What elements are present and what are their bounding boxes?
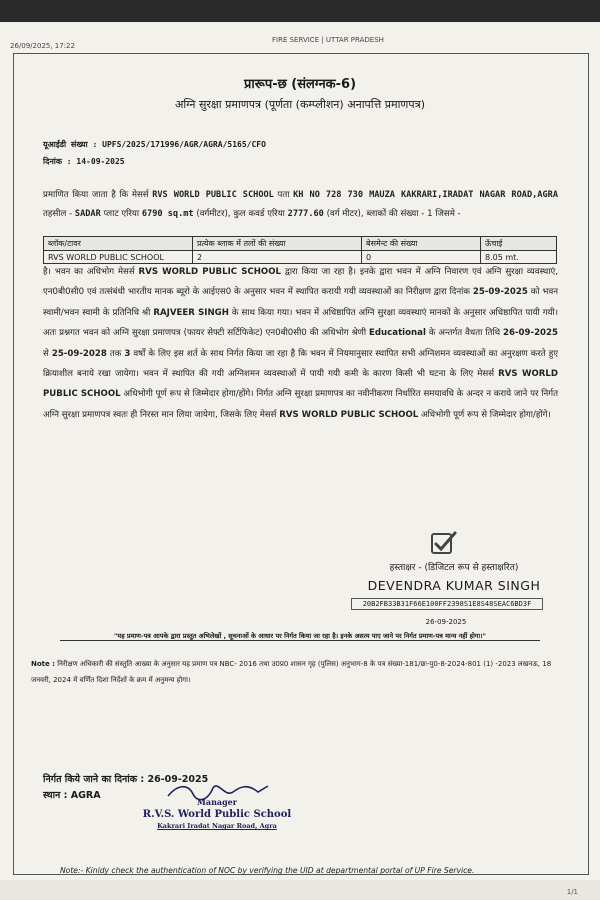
school-address: KH NO 728 730 MAUZA KAKRARI,IRADAT NAGAR ROAD,AGRA [293, 190, 558, 200]
valid-to: 25-09-2028 [51, 348, 107, 359]
validity-years: 3 [124, 348, 131, 359]
table-header-cell: प्रत्येक ब्लाक में तलों की संख्या [193, 237, 362, 251]
stamp-address: Kakrari Iradat Nagar Road, Agra [157, 822, 277, 830]
stamp-school: R.V.S. World Public School [142, 809, 292, 820]
school-name: RVS WORLD PUBLIC SCHOOL [152, 190, 274, 200]
signature-hash: 20B2FB33B31F66E100FF2398S1E8S48SEAC6BD3F [351, 598, 543, 610]
tehsil: SADAR [74, 209, 101, 219]
certification-paragraph: प्रमाणित किया जाता है कि मेसर्स RVS WORLD PUBLIC SCHOOL पता KH NO 728 730 MAUZA KAKRARI,IRADAT NAGAR ROAD,AGRA तहसील - SADAR प्लाट एरिया 6790 sq.mt (वर्गमीटर), कुल कवर्ड एरिया 2777.60 (वर्ग मीटर), ब्लाकों की संख्या - 1 जिसमे - [43, 190, 558, 219]
school-stamp [142, 797, 292, 830]
table-cell: 8.05 mt. [481, 251, 557, 264]
table-header-cell: ब्लॉक/टावर [44, 237, 193, 251]
owner-name: RAJVEER SINGH [153, 307, 229, 318]
print-timestamp: 26/09/2025, 17:22 [10, 42, 75, 50]
note-label: Note : [31, 660, 55, 668]
note [31, 656, 561, 688]
occupancy-category: Educational [369, 328, 426, 339]
page-bottom-strip [0, 880, 600, 900]
page-number: 1/1 [566, 888, 578, 896]
digital-signature-check-icon [429, 531, 457, 557]
plot-area: 6790 sq.mt [141, 209, 194, 219]
document-border [13, 53, 589, 875]
verification-footnote: Note:- Kinldy check the authentication of NOC by verifying the UID at departmental portal of UP Fire Service. [60, 866, 475, 875]
signature-label: हस्ताक्षर - (डिजिटल रूप से हस्ताक्षरित) [389, 563, 519, 573]
block-table [43, 236, 557, 264]
table-cell: RVS WORLD PUBLIC SCHOOL [44, 251, 193, 264]
table-cell: 2 [193, 251, 362, 264]
covered-area: 2777.60 [287, 209, 324, 219]
note-text: निरीक्षण अधिकारी की संस्तुति आख्या के अनुसार यह प्रमाण पत्र NBC- 2016 तथा उ0प्र0 शासन गृह (पुलिस) अनुभाग-8 के पत्र संख्या-181/छः-पु0-8-2024-801 (1) -2023 लखनऊ, 18 जनवरी, 2024 में वर्णित दिशा निर्देशों के क्रम में अनुमन्य होगा। [31, 660, 552, 684]
inspection-date: 25-09-2025 [472, 287, 528, 298]
form-title: प्रारूप-छ (संलग्नक-6) [243, 77, 357, 92]
occupancy-paragraph: है। भवन का अधिभोग मेसर्स RVS WORLD PUBLIC SCHOOL द्वारा किया जा रहा है। इनके द्वारा भवन में अग्नि निवारण एवं अग्नि सुरक्षा व्यवस्थाएं, एन0बी0सी0 एवं तत्संबंधी भारतीय मानक ब्यूरो के आईएस0 के अनुसार भवन में स्थापित करायी गयी व्यवस्थाओं का निरीक्षण द्वारा दिनांक 25-09-2025 को भवन स्वामी/भवन स्वामी के प्रतिनिधि श्री RAJVEER SINGH के साथ किया गया। भवन में अधिष्ठापित अग्नि सुरक्षा व्यवस्थाएं मानकों के अनुसार अधिष्ठापित पायी गयी। अतः प्रश्नगत भवन को अग्नि सुरक्षा प्रमाणपत्र (फायर सेफ्टी सर्टिफिकेट) एन0बी0सी0 की अधिभोग श्रेणी Educational के अन्तर्गत वैधता तिथि 26-09-2025 से 25-09-2028 तक 3 वर्षों के लिए इस शर्त के साथ निर्गत किया जा रहा है कि भवन में नियमानुसार स्थापित सभी अग्निशमन व्यवस्थाओं का अनुरक्षण करते हुए क्रियाशील बनाये रखा जायेगा। भवन में स्थापित की गयी अग्निशमन व्यवस्थाओं में पायी गयी कमी के कारण किसी भी घटना के लिए मेसर्स RVS WORLD PUBLIC SCHOOL अधिभोगी पूर्ण रूप से जिम्मेदार होगा/होंगे। निर्गत अग्नि सुरक्षा प्रमाणपत्र का नवीनीकरण निर्धारित समयावधि के अन्दर न कराये जाने पर निर्गत अग्नि सुरक्षा प्रमाणपत्र स्वतः ही निरस्त मान लिया जायेगा, जिसके लिए मेसर्स RVS WORLD PUBLIC SCHOOL अधिभोगी पूर्ण रूप से जिम्मेदार होगा/होंगे। [43, 267, 559, 420]
print-organization: FIRE SERVICE | UTTAR PRADESH [272, 36, 384, 44]
table-header-cell: ऊँचाई [481, 237, 557, 251]
signatory-name: DEVENDRA KUMAR SINGH [367, 578, 541, 593]
issue-date: निर्गत किये जाने का दिनांक : 26-09-2025 [43, 774, 209, 785]
disclaimer: "यह प्रमाण-पत्र आपके द्वारा प्रस्तुत अभिलेखों , सूचनाओं के आधार पर निर्गत किया जा रहा है। इनके असत्य पाए जाने पर निर्गत प्रमाण-पत्र मान्य नहीं होगा।" [60, 631, 540, 641]
signature-date: 26-09-2025 [425, 618, 467, 626]
stamp-role: Manager [197, 797, 237, 807]
table-header-row [44, 237, 557, 251]
form-subtitle: अग्नि सुरक्षा प्रमाणपत्र (पूर्णता (कम्प्लीशन) अनापत्ति प्रमाणपत्र) [175, 98, 425, 111]
document-date: दिनांक : 14-09-2025 [43, 157, 125, 166]
table-cell: 0 [362, 251, 481, 264]
valid-from: 26-09-2025 [503, 328, 559, 339]
table-header-cell: बेसमेन्ट की संख्या [362, 237, 481, 251]
uid-number: यूआईडी संख्या : UPFS/2025/171996/AGR/AGRA/5165/CFO [43, 140, 266, 149]
issue-place: स्थान : AGRA [43, 790, 101, 801]
